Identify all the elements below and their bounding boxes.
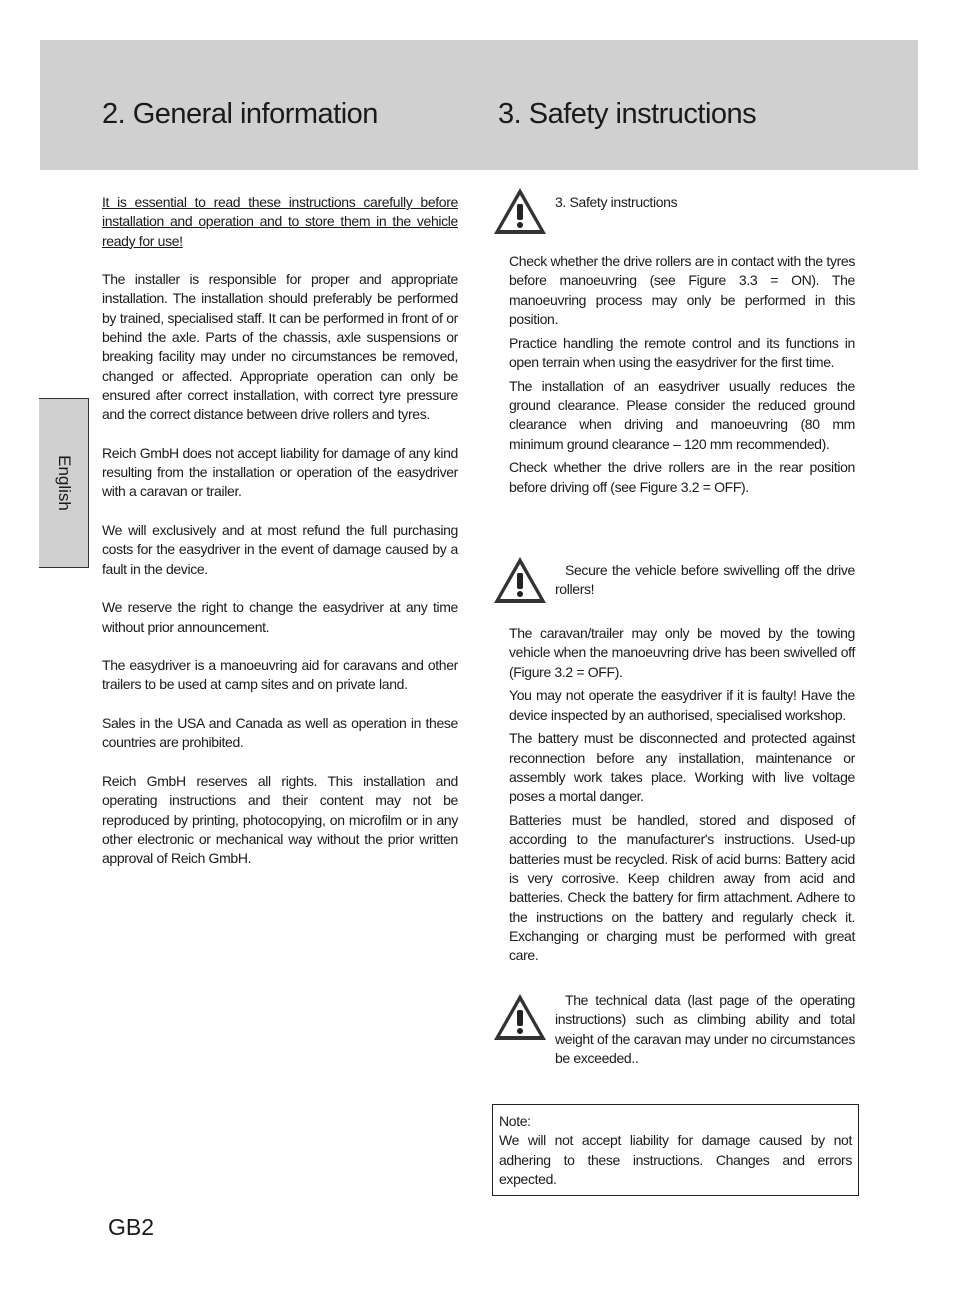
paragraph: The installer is responsible for proper and appropriate installation. The installation should preferably be performed by trained, specialised staff. It can be performed in front of or behind the axle. Parts of the chassis, axle suspensions or breaking facility may under no circumstances be removed, changed or affected. Appropriate operation can only be ensured after correct installation, with correct tyre pressure and the correct distance between drive rollers and tyres. <box>102 271 458 423</box>
intro-text: It is essential to read these instructions carefully before installation and operation and to store them in the vehicle ready for use! <box>102 194 458 249</box>
paragraph: The easydriver is a manoeuvring aid for caravans and other trailers to be used at camp sites and on private land. <box>102 657 458 693</box>
safety-block-2 <box>509 624 855 970</box>
paragraph: We will exclusively and at most refund the full purchasing costs for the easydriver in the event of damage caused by a fault in the device. <box>102 522 458 577</box>
safety-subheading: 3. Safety instructions <box>555 194 678 210</box>
paragraph: Check whether the drive rollers are in the rear position before driving off (see Figure 3.2 = OFF). <box>509 459 855 495</box>
warning-technical-data: The technical data (last page of the operating instructions) such as climbing ability and total weight of the caravan may under no circumstances be exceeded.. <box>555 992 855 1066</box>
language-tab <box>39 398 89 568</box>
warning-icon <box>492 186 548 236</box>
warning-icon <box>492 992 548 1042</box>
language-label: English <box>54 455 74 511</box>
paragraph: The installation of an easydriver usually reduces the ground clearance. Please consider the reduced ground clearance when driving and manoeuvring (80 mm minimum ground clearance – 120 mm recommended). <box>509 377 855 452</box>
paragraph: We reserve the right to change the easydriver at any time without prior announcement. <box>102 599 458 635</box>
note-box <box>492 1104 859 1196</box>
paragraph: The caravan/trailer may only be moved by the towing vehicle when the manoeuvring drive has been swivelled off (Figure 3.2 = OFF). <box>509 625 855 680</box>
note-text: We will not accept liability for damage caused by not adhering to these instructions. Changes and errors expected. <box>499 1132 852 1187</box>
page-number: GB2 <box>108 1214 155 1240</box>
paragraph: Batteries must be handled, stored and disposed of according to the manufacturer's instructions. Used-up batteries must be recycled. Risk of acid burns: Battery acid is very corrosive. Keep children away from acid and batteries. Check the battery for firm attachment. Adhere to the instructions on the battery and regularly check it. Exchanging or charging must be performed with great care. <box>509 812 855 964</box>
paragraph: Reich GmbH does not accept liability for damage of any kind resulting from the installation or operation of the easydriver with a caravan or trailer. <box>102 444 458 500</box>
paragraph: Practice handling the remote control and its functions in open terrain when using the easydriver for the first time. <box>509 334 855 370</box>
paragraph: The battery must be disconnected and protected against reconnection before any installation, maintenance or assembly work takes place. Working with live voltage poses a mortal danger. <box>509 730 855 805</box>
heading-general-information: 2. General information <box>102 98 378 130</box>
note-title: Note: <box>499 1113 531 1129</box>
heading-safety-instructions: 3. Safety instructions <box>498 98 757 130</box>
paragraph: You may not operate the easydriver if it is faulty! Have the device inspected by an authorised, specialised workshop. <box>509 687 855 723</box>
warning-icon <box>492 555 548 605</box>
paragraph: Check whether the drive rollers are in contact with the tyres before manoeuvring (see Figure 3.3 = ON). The manoeuvring process may only be performed in this position. <box>509 253 855 327</box>
safety-block-1 <box>509 252 855 502</box>
warning-secure-vehicle: Secure the vehicle before swivelling off the drive rollers! <box>555 562 855 598</box>
left-column <box>102 193 458 888</box>
paragraph: Sales in the USA and Canada as well as operation in these countries are prohibited. <box>102 715 458 751</box>
paragraph: Reich GmbH reserves all rights. This installation and operating instructions and their content may not be reproduced by printing, photocopying, on microfilm or in any other electronic or mechanical way without the prior written approval of Reich GmbH. <box>102 772 458 867</box>
